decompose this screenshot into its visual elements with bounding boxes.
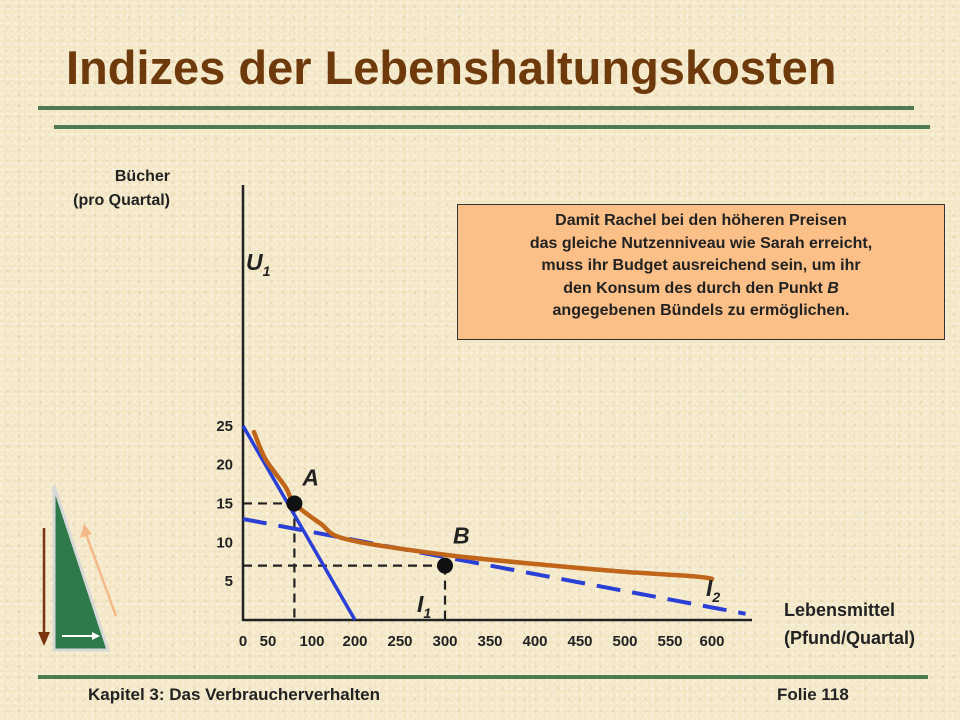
x-tick-label: 300 <box>432 633 458 650</box>
point-b-marker <box>437 558 453 574</box>
point-a-label: A <box>302 464 320 491</box>
curve-label-i1-subscript: 1 <box>423 605 432 621</box>
note-line-5: angegebenen Bündels zu ermöglichen. <box>552 302 850 319</box>
note-line-1: Damit Rachel bei den höheren Preisen <box>555 212 847 229</box>
point-a-marker <box>286 495 302 511</box>
x-tick-label: 200 <box>342 633 368 650</box>
y-axis-label-line2: (pro Quartal) <box>73 192 170 209</box>
x-tick-label: 350 <box>477 633 503 650</box>
note-line-2: das gleiche Nutzenniveau wie Sarah erreicht, <box>529 234 873 252</box>
x-tick-label: 250 <box>387 633 413 650</box>
y-tick-label: 20 <box>216 456 233 474</box>
y-tick-label: 15 <box>216 495 233 513</box>
x-tick-label: 0 <box>238 633 248 650</box>
curve-label-i2-subscript: 2 <box>712 589 721 605</box>
note-line-3: muss ihr Budget ausreichend sein, um ihr <box>541 257 861 274</box>
y-tick-label: 10 <box>216 534 233 552</box>
x-tick-label: 500 <box>612 633 638 650</box>
x-axis-label-line2: (Pfund/Quartal) <box>784 628 915 648</box>
indifference-curve-u1 <box>254 432 712 579</box>
x-tick-label: 100 <box>299 633 325 650</box>
footer-chapter: Kapitel 3: Das Verbraucherverhalten <box>88 685 380 704</box>
point-b-label: B <box>453 522 470 549</box>
footer-rule <box>38 675 928 679</box>
x-tick-label: 400 <box>522 633 548 650</box>
footer-slide-number: Folie 118 <box>777 685 849 704</box>
note-line-4-text: den Konsum des durch den Punkt <box>563 279 828 297</box>
y-tick-label: 5 <box>224 573 233 591</box>
x-tick-label: 50 <box>259 633 277 650</box>
x-tick-label: 550 <box>657 633 683 650</box>
page-title: Indizes der Lebenshaltungskosten <box>66 41 837 94</box>
y-axis-label-line1: Bücher <box>114 168 170 185</box>
x-tick-label: 450 <box>567 633 593 650</box>
note-point-b: B <box>827 279 839 297</box>
curve-label-i2: $I_2$ <box>706 575 721 605</box>
x-axis-label-line1: Lebensmittel <box>784 600 896 620</box>
y-tick-label: 25 <box>216 417 233 435</box>
curve-label-u1: $U_1$ <box>246 249 271 279</box>
curve-label-i1: $I_1$ <box>417 591 432 621</box>
curve-label-u1-subscript: 1 <box>262 263 271 279</box>
x-tick-label: 600 <box>699 633 725 650</box>
